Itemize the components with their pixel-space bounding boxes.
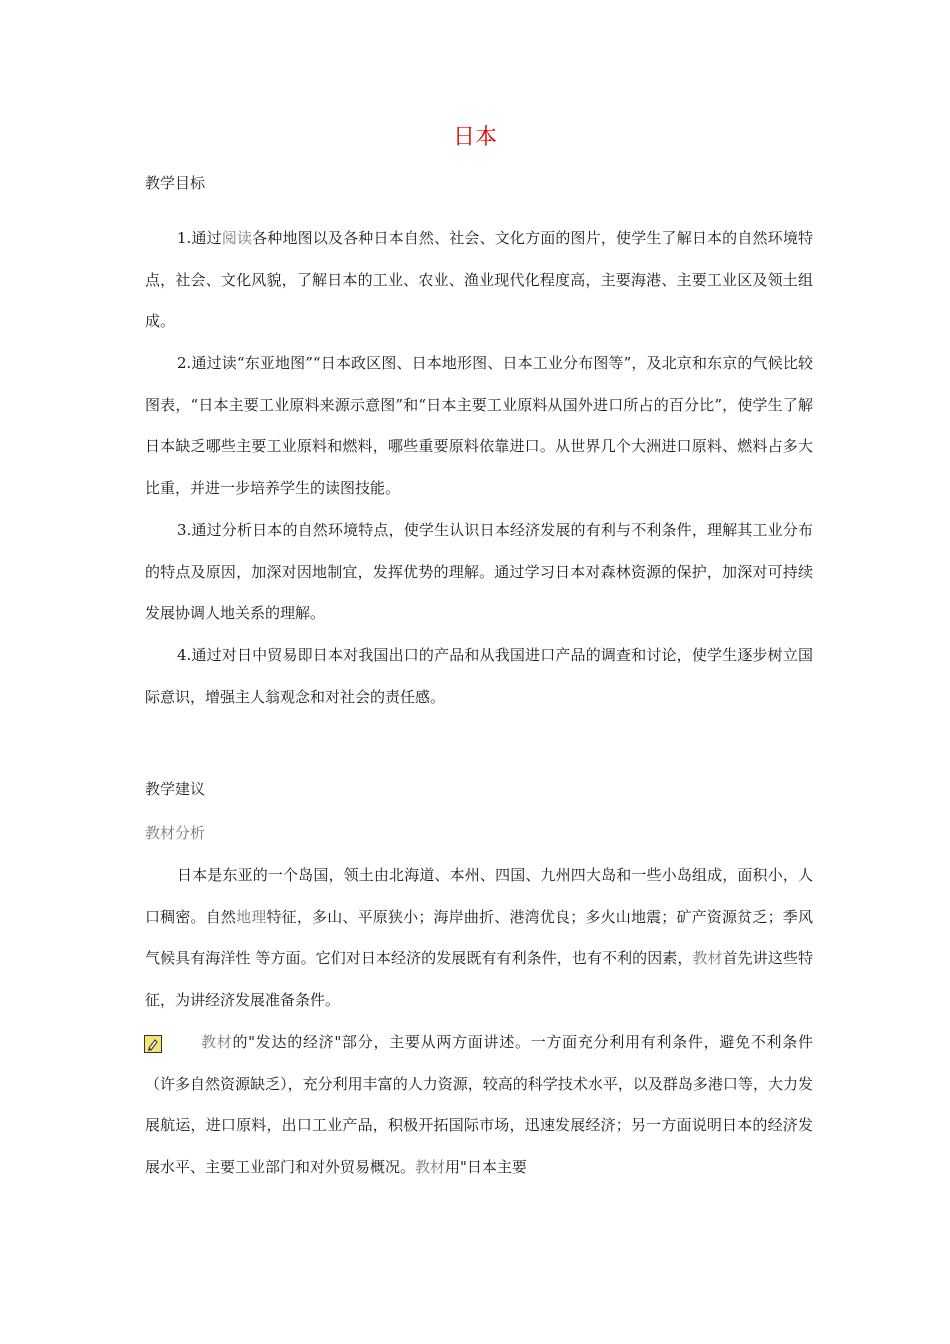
objective-1-text: 各种地图以及各种日本自然、社会、文化方面的图片，使学生了解日本的自然环境特点，社会、文化风貌，了解日本的工业、农业、渔业现代化程度高，主要海港、主要工业区及领土组成。 bbox=[145, 229, 813, 330]
analysis-1-part-c: 特征，多山、平原狭小；海岸曲折、港湾优良；多火山地震；矿产资源贫乏；季风气候具有海洋性 等方面。它们对日本经济的发展既有有利条件，也有不利的因素， bbox=[145, 907, 813, 967]
reading-link[interactable]: 阅读 bbox=[221, 229, 253, 247]
geography-link[interactable]: 地理 bbox=[236, 907, 267, 926]
material-link-3[interactable]: 教材 bbox=[415, 1157, 446, 1176]
section-heading-suggestions: 教学建议 bbox=[145, 780, 206, 798]
objective-paragraph-3: 3.通过分析日本的自然环境特点，使学生认识日本经济发展的有利与不利条件，理解其工业分布的特点及原因，加深对因地制宜，发挥优势的理解。通过学习日本对森林资源的保护，加深对可持续发展协调人地关系的理解。 bbox=[145, 521, 813, 622]
page-title: 日本 bbox=[452, 125, 497, 150]
analysis-2-part-d: 用"日本主要 bbox=[445, 1157, 527, 1176]
objective-paragraph-4: 4.通过对日中贸易即日本对我国出口的产品和从我国进口产品的调查和讨论，使学生逐步树立国际意识，增强主人翁观念和对社会的责任感。 bbox=[145, 646, 813, 706]
analysis-1-part-e: 首先讲这些特征，为讲经济发展准备条件。 bbox=[145, 949, 813, 1009]
objective-paragraph-1 bbox=[145, 218, 813, 343]
objective-paragraph-2: 2.通过读“东亚地图”“日本政区图、日本地形图、日本工业分布图等”，及北京和东京的气候比较图表，“日本主要工业原料来源示意图”和“日本主要工业原料从国外进口所占的百分比”，使学生了解日本缺乏哪些主要工业原料和燃料，哪些重要原料依靠进口。从世界几个大洲进口原料、燃料占多大比重，并进一步培养学生的读图技能。 bbox=[145, 354, 813, 497]
subheading-material-analysis: 教材分析 bbox=[145, 824, 206, 842]
analysis-paragraph-1 bbox=[145, 855, 813, 1021]
analysis-2-part-b: 的"发达的经济"部分，主要从两方面讲述。一方面充分利用有利条件，避免不利条件（许多自然资源缺乏），充分利用丰富的人力资源，较高的科学技术水平，以及群岛多港口等，大力发展航运，进口原料，出口工业产品，积极开拓国际市场，迅速发展经济；另一方面说明日本的经济发展水平、主要工业部门和对外贸易概况。 bbox=[145, 1033, 813, 1176]
material-link-2[interactable]: 教材 bbox=[201, 1033, 233, 1051]
section-heading-objectives: 教学目标 bbox=[145, 174, 206, 192]
objective-1-prefix: 1.通过 bbox=[177, 229, 222, 247]
material-link[interactable]: 教材 bbox=[692, 949, 723, 967]
analysis-paragraph-2 bbox=[145, 1022, 813, 1188]
analysis-1-part-a: 日本是东亚的一个岛国，领土由北海道、本州、四国、九州四大岛和一些小岛组成，面积小，人口稠密。自然 bbox=[145, 866, 813, 926]
